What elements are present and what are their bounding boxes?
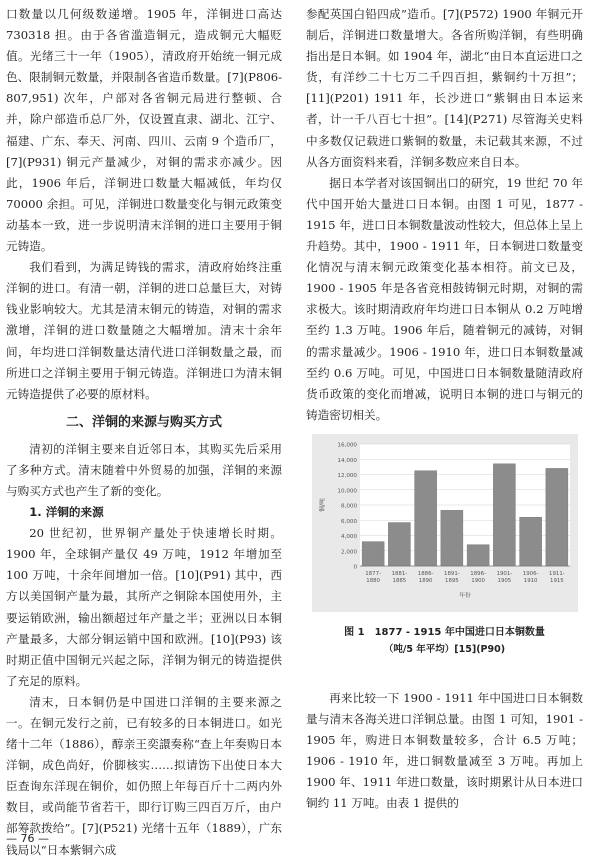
paragraph: 我们看到，为满足铸钱的需求，清政府始终注重洋铜的进口。有清一朝，洋铜的进口总量巨大，对铸钱业影响较大。尤其是清末铜元的铸造，对铜的需求激增，洋铜的进口数量随之大幅增加。清末十余年间，年均进口洋铜数量达清代进口洋铜数量之最，而所进口之洋铜主要用于铜元铸造。洋铜进口为清末铜元铸造提供了必要的原材料。 bbox=[6, 260, 282, 401]
x-tick-label: 1910 bbox=[523, 577, 538, 584]
caption-title: 图 1 1877 - 1915 年中国进口日本铜数量 bbox=[344, 626, 545, 638]
figure-caption bbox=[306, 624, 583, 658]
y-tick-label: 0 bbox=[353, 564, 357, 571]
y-tick-label: 8,000 bbox=[340, 503, 357, 510]
paragraph: 据日本学者对该国铜出口的研究，19 世纪 70 年代中国开始大量进口日本铜。由图 1 可见，1877 - 1915 年，进口日本铜数量波动性较大，但总体上呈上升趋势。其中，1900 - 1911 年，日本铜进口数量变化情况与清末铜元政策变化基本相符。前文已及，1900 - 1905 年是各省竞相鼓铸铜元时期，对铜的需求极大。该时期清政府年均进口日本铜从 0.2 万吨增至约 1.3 万吨。1906 年后，随着铜元的减铸，对铜的需求量减少。1906 - 1910 年，进口日本铜数量减至约 0.6 万吨。可见，中国进口日本铜数量随清政府货币政策的变化而增减，说明日本铜的进口与铜元的铸造密切相关。 bbox=[306, 175, 583, 422]
x-tick-label: 1901- bbox=[496, 570, 513, 577]
left-column bbox=[6, 4, 282, 861]
paragraph: 清初的洋铜主要来自近邻日本，其购买先后采用了多种方式。清末随着中外贸易的加强，洋铜的来源与购买方式也产生了新的变化。 bbox=[6, 441, 282, 498]
y-tick-label: 12,000 bbox=[337, 472, 357, 479]
paragraph: 口数量以几何级数递增。1905 年，洋铜进口高达730318 担。由于各省滥造铜元，造成铜元大幅贬值。光绪三十一年（1905），清政府开始统一铜元成色、限制铜元数量，并限制各省造币数量。[7](P806-807,951) 次年，户部对各省铜元局进行整顿、合并，除户部造币总厂外，仅设置直隶、湖北、江宁、福建、广东、奉天、河南、四川、云南 9 个造币厂，[7](P931) 铜元产量减少，对铜的需求亦减少。因此，1906 年后，洋铜进口数量大幅减低，年均仅 70000 余担。可见，洋铜进口数量变化与铜元政策变动基本一致，进一步说明清末洋铜的进口主要用于铜元铸造。 bbox=[6, 7, 282, 254]
x-tick-label: 1905 bbox=[497, 577, 512, 584]
x-tick-label: 1896- bbox=[470, 570, 486, 577]
caption-subtitle: （吨/5 年平均）[15](P90) bbox=[383, 643, 506, 655]
x-tick-label: 1895 bbox=[445, 577, 459, 584]
x-tick-label: 1881- bbox=[391, 570, 408, 577]
y-tick-label: 2,000 bbox=[340, 549, 357, 556]
x-tick-label: 1885 bbox=[392, 577, 407, 584]
y-tick-label: 14,000 bbox=[337, 457, 357, 464]
x-tick-label: 1880 bbox=[366, 577, 380, 584]
x-tick-label: 1877- bbox=[365, 570, 381, 577]
x-tick-label: 1891- bbox=[444, 570, 460, 577]
page-number: — 76 — bbox=[6, 832, 49, 845]
bar bbox=[546, 468, 568, 566]
bar bbox=[520, 517, 542, 566]
y-axis-label: 铜/吨 bbox=[320, 498, 326, 512]
x-tick-label: 1886- bbox=[417, 570, 434, 577]
right-column bbox=[306, 4, 583, 814]
x-tick-label: 1900 bbox=[471, 577, 485, 584]
subsection-heading: 1. 洋铜的来源 bbox=[29, 505, 104, 520]
x-tick-label: 1890 bbox=[418, 577, 433, 584]
bar bbox=[362, 541, 384, 565]
bar bbox=[388, 522, 410, 565]
x-axis-label: 年份 bbox=[459, 592, 471, 599]
bar bbox=[441, 510, 463, 566]
paragraph: 清末，日本铜仍是中国进口洋铜的主要来源之一。在铜元发行之前，已有较多的日本铜进口。如光绪十二年（1886），醇亲王奕譞奏称“查上年奏购日本洋铜，成色尚好，价脚核实……拟请饬下出使日本大臣查询东洋现在铜价，如仍照上年每百斤十二两内外数目，或尚能节省若干，即行订购三四百万斤，由户部筹款拨给”。[7](P521) 光绪十五年（1889），广东钱局以“日本紫铜六成 bbox=[6, 694, 282, 857]
figure-chart bbox=[312, 434, 578, 612]
bar bbox=[493, 464, 515, 566]
x-tick-label: 1915 bbox=[550, 577, 564, 584]
bar bbox=[415, 471, 437, 566]
paragraph: 20 世纪初，世界铜产量处于快速增长时期。1900 年，全球铜产量仅 49 万吨，1912 年增加至 100 万吨，十余年间增加一倍。[10](P91) 其中，西方以美国铜产量为最，其所产之铜除本国使用外，主要运销欧洲，输出额超过年产量之半；亚洲以日本铜产量最多，大部分铜运销中国和欧洲。[10](P93) 该时期正值中国铜元兴起之际，洋铜为铜元的铸造提供了充足的原料。 bbox=[6, 526, 282, 688]
bar bbox=[467, 545, 489, 566]
paragraph: 参配英国白铅四成”造币。[7](P572) 1900 年铜元开制后，洋铜进口数量增大。各省所购洋铜，有些明确指出是日本铜。如 1904 年，湖北“由日本直运进口之货，有洋纱二十七万二千四百担，紫铜约十万担”；[11](P201) 1911 年，长沙进口“紫铜由日本运来者，计一千八百七十担”。[14](P271) 尽管海关史料中多数仅记载进口紫铜的数量，未记载其来源，不过从各方面资料来看，洋铜多数应来自日本。 bbox=[306, 7, 583, 169]
section-heading: 二、洋铜的来源与购买方式 bbox=[65, 414, 222, 430]
y-tick-label: 16,000 bbox=[337, 442, 357, 449]
y-tick-label: 10,000 bbox=[337, 488, 357, 495]
y-tick-label: 6,000 bbox=[340, 518, 357, 525]
paragraph: 再来比较一下 1900 - 1911 年中国进口日本铜数量与清末各海关进口洋铜总量。由图 1 可知，1901 - 1905 年，购进日本铜数量较多，合计 6.5 万吨；1906 - 1910 年，进口铜数量减至 3 万吨。再加上 1900 年、1911 年进口数量，该时期累计从日本进口铜约 11 万吨。由表 1 提供的 bbox=[306, 690, 583, 811]
bar-chart bbox=[312, 434, 578, 612]
x-tick-label: 1906- bbox=[522, 570, 539, 577]
y-tick-label: 4,000 bbox=[340, 533, 357, 540]
x-tick-label: 1911- bbox=[549, 570, 565, 577]
